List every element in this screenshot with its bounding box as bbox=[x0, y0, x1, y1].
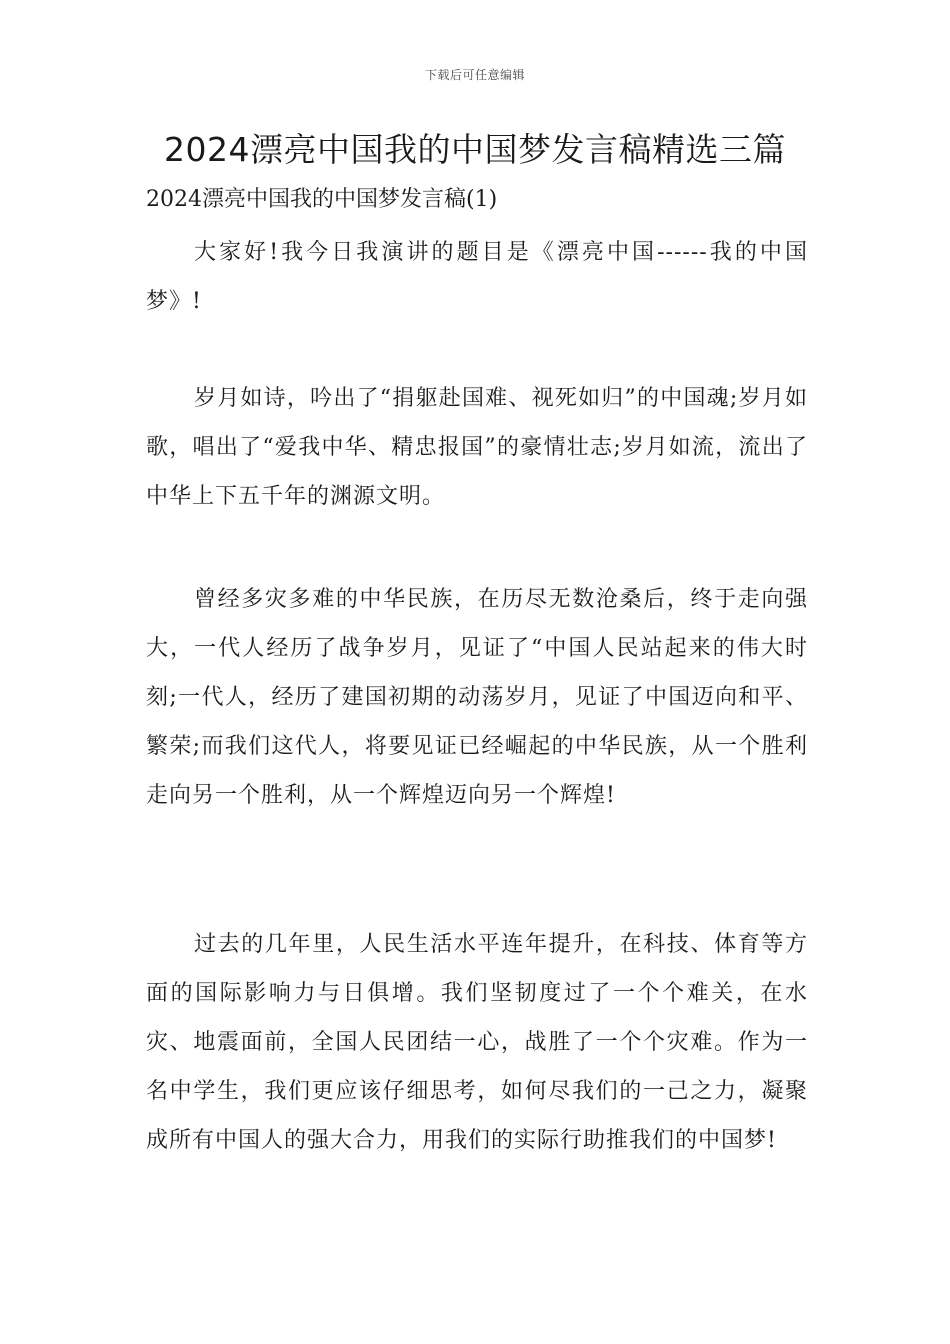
paragraph-nation: 曾经多灾多难的中华民族，在历尽无数沧桑后，终于走向强大，一代人经历了战争岁月，见证了“中国人民站起来的伟大时刻;一代人，经历了建国初期的动荡岁月，见证了中国迈向和平、繁荣;而我们这代人，将要见证已经崛起的中华民族，从一个胜利走向另一个胜利，从一个辉煌迈向另一个辉煌! bbox=[146, 587, 808, 808]
paragraph-years: 岁月如诗，吟出了“捐躯赴国难、视死如归”的中国魂;岁月如歌，唱出了“爱我中华、精忠报国”的豪情壮志;岁月如流，流出了中华上下五千年的渊源文明。 bbox=[146, 386, 808, 509]
paragraph-past-years: 过去的几年里，人民生活水平连年提升，在科技、体育等方面的国际影响力与日俱增。我们坚韧度过了一个个难关，在水灾、地震面前，全国人民团结一心，战胜了一个个灾难。作为一名中学生，我们更应该仔细思考，如何尽我们的一己之力，凝聚成所有中国人的强大合力，用我们的实际行助推我们的中国梦! bbox=[146, 932, 808, 1153]
paragraph-greeting: 大家好!我今日我演讲的题目是《漂亮中国------我的中国梦》! bbox=[146, 240, 808, 314]
document-subtitle: 2024漂亮中国我的中国梦发言稿(1) bbox=[146, 187, 498, 212]
header-note: 下载后可任意编辑 bbox=[424, 68, 525, 82]
document-title: 2024漂亮中国我的中国梦发言稿精选三篇 bbox=[164, 130, 786, 169]
